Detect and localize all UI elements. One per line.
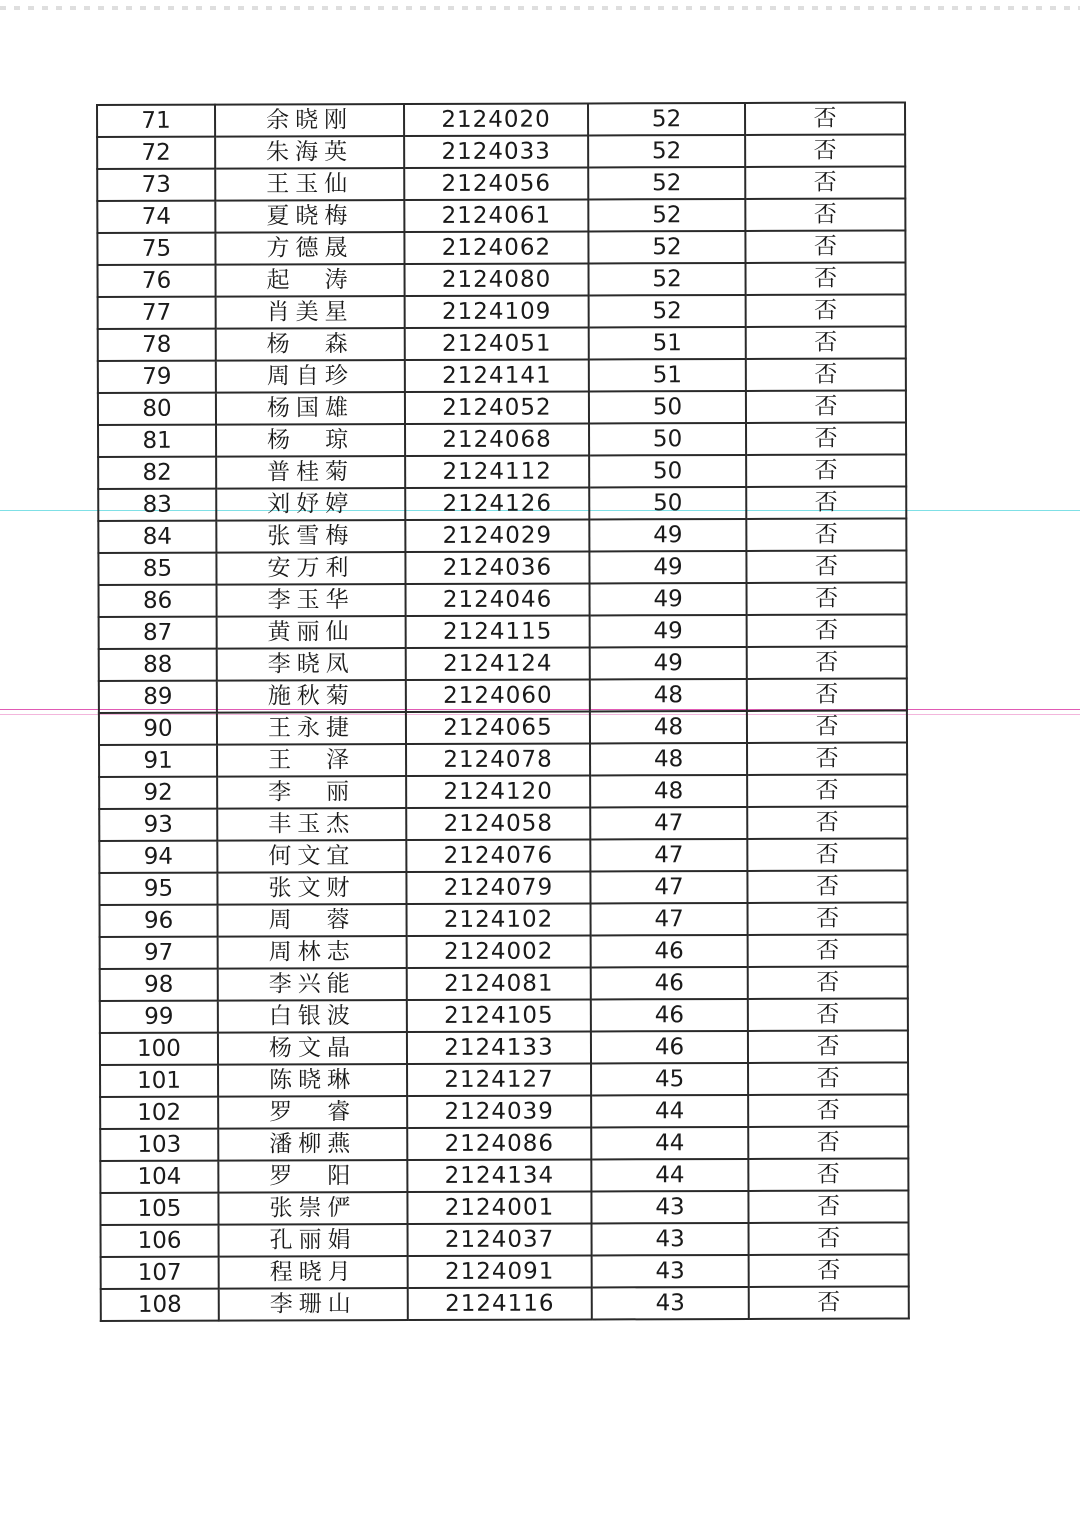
- row-number-cell: 71: [97, 105, 215, 137]
- table-row: [100, 966, 908, 1001]
- score-cell: 52: [588, 135, 745, 167]
- table-row: [100, 1126, 908, 1161]
- name-cell: 孔丽娟: [219, 1224, 408, 1257]
- score-cell: 47: [590, 807, 747, 839]
- status-cell: 否: [747, 678, 907, 711]
- status-cell: 否: [745, 102, 905, 135]
- score-cell: 50: [589, 423, 746, 455]
- table-row: [99, 678, 907, 713]
- name-cell: 杨国雄: [216, 392, 405, 425]
- name-cell: 丰玉杰: [217, 808, 406, 841]
- row-number-cell: 74: [97, 201, 215, 233]
- row-number-cell: 107: [101, 1257, 219, 1289]
- score-cell: 51: [589, 359, 746, 391]
- row-number-cell: 90: [99, 713, 217, 745]
- name-cell: 杨文晶: [218, 1032, 407, 1065]
- score-cell: 44: [591, 1159, 748, 1191]
- table-row: [99, 870, 907, 905]
- row-number-cell: 99: [100, 1001, 218, 1033]
- exam-id-cell: 2124065: [406, 711, 590, 744]
- name-cell: 朱海英: [215, 136, 404, 169]
- name-cell: 程晓月: [219, 1256, 408, 1289]
- row-number-cell: 93: [99, 809, 217, 841]
- exam-id-cell: 2124078: [406, 743, 590, 776]
- status-cell: 否: [749, 1222, 909, 1255]
- exam-id-cell: 2124102: [407, 903, 591, 936]
- status-cell: 否: [747, 806, 907, 839]
- name-cell: 潘柳燕: [218, 1128, 407, 1161]
- name-cell: 白银波: [218, 1000, 407, 1033]
- scan-edge-artifact: [0, 6, 1080, 10]
- table-row: [101, 1254, 909, 1289]
- name-cell: 李 丽: [217, 776, 406, 809]
- table-row: [101, 1222, 909, 1257]
- row-number-cell: 97: [100, 937, 218, 969]
- table-row: [97, 198, 905, 233]
- name-cell: 李晓凤: [217, 648, 406, 681]
- table-row: [99, 774, 907, 809]
- exam-id-cell: 2124068: [405, 423, 589, 456]
- row-number-cell: 85: [98, 553, 216, 585]
- row-number-cell: 82: [98, 457, 216, 489]
- name-cell: 杨 森: [216, 328, 405, 361]
- name-cell: 杨 琼: [216, 424, 405, 457]
- row-number-cell: 88: [99, 649, 217, 681]
- row-number-cell: 78: [98, 329, 216, 361]
- table-row: [100, 998, 908, 1033]
- exam-id-cell: 2124060: [406, 679, 590, 712]
- exam-id-cell: 2124116: [408, 1287, 592, 1320]
- row-number-cell: 91: [99, 745, 217, 777]
- exam-id-cell: 2124081: [407, 967, 591, 1000]
- table-row: [100, 902, 908, 937]
- exam-id-cell: 2124115: [406, 615, 590, 648]
- score-cell: 48: [590, 679, 747, 711]
- exam-id-cell: 2124124: [406, 647, 590, 680]
- status-cell: 否: [747, 614, 907, 647]
- status-cell: 否: [748, 1158, 908, 1191]
- row-number-cell: 94: [99, 841, 217, 873]
- name-cell: 王玉仙: [215, 168, 404, 201]
- row-number-cell: 102: [100, 1097, 218, 1129]
- name-cell: 周自珍: [216, 360, 405, 393]
- status-cell: 否: [747, 742, 907, 775]
- name-cell: 周林志: [218, 936, 407, 969]
- score-cell: 44: [591, 1127, 748, 1159]
- name-cell: 普桂菊: [216, 456, 405, 489]
- name-cell: 施秋菊: [217, 680, 406, 713]
- score-cell: 43: [592, 1287, 749, 1319]
- exam-id-cell: 2124061: [404, 199, 588, 232]
- row-number-cell: 81: [98, 425, 216, 457]
- exam-id-cell: 2124080: [405, 263, 589, 296]
- name-cell: 李兴能: [218, 968, 407, 1001]
- status-cell: 否: [747, 838, 907, 871]
- exam-id-cell: 2124141: [405, 359, 589, 392]
- exam-id-cell: 2124127: [407, 1063, 591, 1096]
- table-row: [97, 102, 905, 137]
- table-row: [98, 262, 906, 297]
- row-number-cell: 89: [99, 681, 217, 713]
- row-number-cell: 83: [98, 489, 216, 521]
- table-row: [100, 1062, 908, 1097]
- table-row: [99, 646, 907, 681]
- score-cell: 50: [589, 455, 746, 487]
- status-cell: 否: [746, 518, 906, 551]
- status-cell: 否: [748, 1190, 908, 1223]
- name-cell: 何文宜: [217, 840, 406, 873]
- exam-id-cell: 2124046: [406, 583, 590, 616]
- name-cell: 李玉华: [217, 584, 406, 617]
- table-row: [98, 294, 906, 329]
- status-cell: 否: [747, 582, 907, 615]
- name-cell: 黄丽仙: [217, 616, 406, 649]
- row-number-cell: 72: [97, 137, 215, 169]
- name-cell: 王 泽: [217, 744, 406, 777]
- status-cell: 否: [746, 294, 906, 327]
- status-cell: 否: [748, 1094, 908, 1127]
- row-number-cell: 105: [100, 1193, 218, 1225]
- status-cell: 否: [749, 1254, 909, 1287]
- table-row: [100, 1030, 908, 1065]
- score-cell: 43: [592, 1223, 749, 1255]
- name-cell: 罗 睿: [218, 1096, 407, 1129]
- exam-id-cell: 2124037: [408, 1223, 592, 1256]
- exam-id-cell: 2124120: [406, 775, 590, 808]
- exam-id-cell: 2124079: [406, 871, 590, 904]
- table-row: [101, 1286, 909, 1321]
- status-cell: 否: [748, 1030, 908, 1063]
- table-row: [98, 326, 906, 361]
- exam-id-cell: 2124091: [408, 1255, 592, 1288]
- exam-id-cell: 2124052: [405, 391, 589, 424]
- exam-id-cell: 2124062: [404, 231, 588, 264]
- status-cell: 否: [747, 870, 907, 903]
- score-cell: 49: [590, 583, 747, 615]
- exam-id-cell: 2124126: [405, 487, 589, 520]
- exam-id-cell: 2124039: [407, 1095, 591, 1128]
- score-cell: 49: [589, 551, 746, 583]
- name-cell: 方德晟: [215, 232, 404, 265]
- score-cell: 43: [591, 1191, 748, 1223]
- row-number-cell: 76: [98, 265, 216, 297]
- table-row: [100, 1158, 908, 1193]
- table-row: [97, 166, 905, 201]
- table-row: [99, 710, 907, 745]
- score-cell: 52: [588, 167, 745, 199]
- score-cell: 47: [591, 903, 748, 935]
- name-cell: 陈晓琳: [218, 1064, 407, 1097]
- table-row: [98, 358, 906, 393]
- score-cell: 49: [590, 615, 747, 647]
- status-cell: 否: [749, 1286, 909, 1319]
- score-cell: 43: [592, 1255, 749, 1287]
- row-number-cell: 96: [100, 905, 218, 937]
- exam-id-cell: 2124133: [407, 1031, 591, 1064]
- table-row: [98, 390, 906, 425]
- name-cell: 张文财: [217, 872, 406, 905]
- score-cell: 48: [590, 711, 747, 743]
- name-cell: 李珊山: [219, 1288, 408, 1321]
- status-cell: 否: [748, 1062, 908, 1095]
- exam-id-cell: 2124134: [407, 1159, 591, 1192]
- status-cell: 否: [746, 550, 906, 583]
- score-cell: 45: [591, 1063, 748, 1095]
- results-table: [96, 101, 910, 1322]
- status-cell: 否: [746, 390, 906, 423]
- name-cell: 罗 阳: [218, 1160, 407, 1193]
- name-cell: 王永捷: [217, 712, 406, 745]
- exam-id-cell: 2124109: [405, 295, 589, 328]
- row-number-cell: 73: [97, 169, 215, 201]
- exam-id-cell: 2124076: [406, 839, 590, 872]
- score-cell: 47: [590, 871, 747, 903]
- row-number-cell: 84: [98, 521, 216, 553]
- status-cell: 否: [746, 326, 906, 359]
- score-cell: 46: [591, 1031, 748, 1063]
- table-row: [100, 934, 908, 969]
- status-cell: 否: [745, 230, 905, 263]
- score-cell: 51: [589, 327, 746, 359]
- name-cell: 肖美星: [216, 296, 405, 329]
- exam-id-cell: 2124058: [406, 807, 590, 840]
- name-cell: 刘妤婷: [216, 488, 405, 521]
- status-cell: 否: [746, 454, 906, 487]
- exam-id-cell: 2124020: [404, 103, 588, 136]
- table-row: [97, 230, 905, 265]
- exam-id-cell: 2124051: [405, 327, 589, 360]
- row-number-cell: 100: [100, 1033, 218, 1065]
- status-cell: 否: [748, 1126, 908, 1159]
- score-cell: 47: [590, 839, 747, 871]
- results-table-body: [97, 102, 909, 1321]
- score-cell: 52: [588, 199, 745, 231]
- name-cell: 张崇俨: [218, 1192, 407, 1225]
- score-cell: 49: [590, 647, 747, 679]
- exam-id-cell: 2124112: [405, 455, 589, 488]
- exam-id-cell: 2124029: [405, 519, 589, 552]
- name-cell: 起 涛: [216, 264, 405, 297]
- status-cell: 否: [747, 710, 907, 743]
- status-cell: 否: [745, 134, 905, 167]
- table-row: [99, 742, 907, 777]
- table-row: [98, 518, 906, 553]
- status-cell: 否: [746, 262, 906, 295]
- status-cell: 否: [745, 166, 905, 199]
- status-cell: 否: [746, 486, 906, 519]
- table-row: [97, 134, 905, 169]
- score-cell: 48: [590, 775, 747, 807]
- row-number-cell: 75: [97, 233, 215, 265]
- status-cell: 否: [745, 198, 905, 231]
- exam-id-cell: 2124036: [405, 551, 589, 584]
- status-cell: 否: [748, 902, 908, 935]
- row-number-cell: 86: [99, 585, 217, 617]
- row-number-cell: 77: [98, 297, 216, 329]
- row-number-cell: 101: [100, 1065, 218, 1097]
- exam-id-cell: 2124002: [407, 935, 591, 968]
- name-cell: 夏晓梅: [215, 200, 404, 233]
- name-cell: 余晓刚: [215, 104, 404, 137]
- name-cell: 张雪梅: [216, 520, 405, 553]
- exam-id-cell: 2124086: [407, 1127, 591, 1160]
- score-cell: 52: [588, 103, 745, 135]
- status-cell: 否: [746, 358, 906, 391]
- score-cell: 46: [591, 935, 748, 967]
- score-cell: 52: [588, 231, 745, 263]
- row-number-cell: 95: [99, 873, 217, 905]
- status-cell: 否: [746, 422, 906, 455]
- score-cell: 46: [591, 967, 748, 999]
- table-row: [99, 806, 907, 841]
- row-number-cell: 106: [101, 1225, 219, 1257]
- score-cell: 50: [589, 391, 746, 423]
- table-row: [99, 838, 907, 873]
- name-cell: 安万利: [216, 552, 405, 585]
- score-cell: 44: [591, 1095, 748, 1127]
- status-cell: 否: [748, 966, 908, 999]
- row-number-cell: 98: [100, 969, 218, 1001]
- table-row: [98, 550, 906, 585]
- status-cell: 否: [747, 646, 907, 679]
- table-row: [99, 614, 907, 649]
- row-number-cell: 104: [100, 1161, 218, 1193]
- table-row: [99, 582, 907, 617]
- table-row: [100, 1094, 908, 1129]
- name-cell: 周 蓉: [218, 904, 407, 937]
- table-row: [100, 1190, 908, 1225]
- row-number-cell: 92: [99, 777, 217, 809]
- score-cell: 52: [589, 295, 746, 327]
- exam-id-cell: 2124001: [407, 1191, 591, 1224]
- status-cell: 否: [748, 998, 908, 1031]
- score-cell: 48: [590, 743, 747, 775]
- status-cell: 否: [748, 934, 908, 967]
- table-row: [98, 422, 906, 457]
- row-number-cell: 103: [100, 1129, 218, 1161]
- score-cell: 50: [589, 487, 746, 519]
- score-cell: 46: [591, 999, 748, 1031]
- table-row: [98, 486, 906, 521]
- score-cell: 52: [589, 263, 746, 295]
- exam-id-cell: 2124033: [404, 135, 588, 168]
- exam-id-cell: 2124105: [407, 999, 591, 1032]
- status-cell: 否: [747, 774, 907, 807]
- row-number-cell: 108: [101, 1289, 219, 1321]
- exam-id-cell: 2124056: [404, 167, 588, 200]
- row-number-cell: 80: [98, 393, 216, 425]
- table-row: [98, 454, 906, 489]
- score-cell: 49: [589, 519, 746, 551]
- row-number-cell: 79: [98, 361, 216, 393]
- row-number-cell: 87: [99, 617, 217, 649]
